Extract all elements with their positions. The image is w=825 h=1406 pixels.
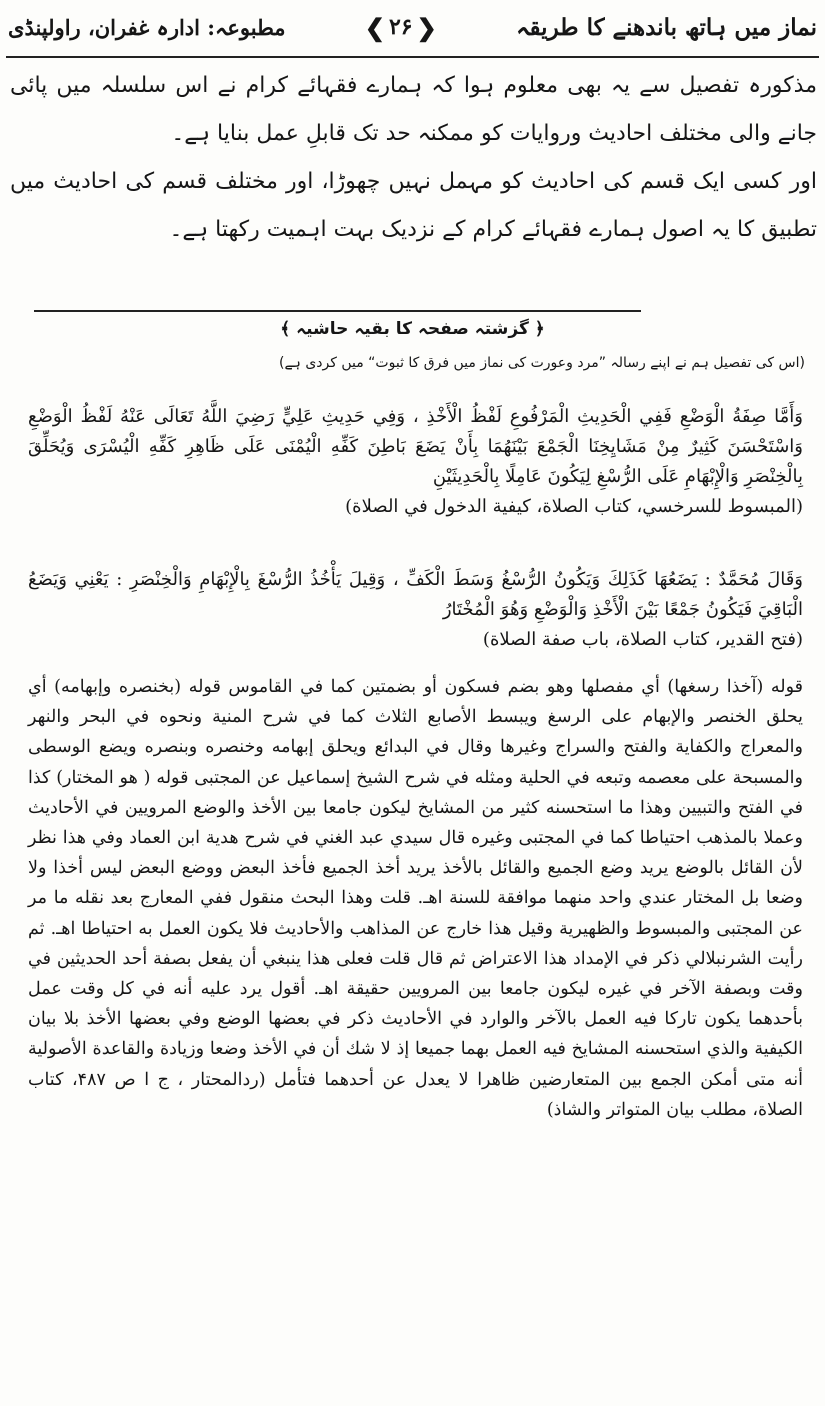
- footnote-heading: ﴿ گزشتہ صفحہ کا بقیہ حاشیہ ﴾: [280, 319, 545, 339]
- ornament-left-icon: ❮: [364, 12, 385, 42]
- page-number: ۲۶: [388, 14, 413, 40]
- arabic-quote-mabsut: [28, 402, 803, 522]
- arabic-text-fath: وَقَالَ مُحَمَّدٌ : يَضَعُهَا كَذَلِكَ وَيَكُونُ الرُّسْغُ وَسَطَ الْكَفِّ ، وَقِيلَ يَأْخُذُ الرُّسْغَ بِالْإِبْهَامِ وَالْخِنْصَرِ : يَعْنِي وَيَضَعُ الْبَاقِيَ فَيَكُونُ جَمْعًا بَيْنَ الْأَخْذِ وَالْوَضْعِ وَهُوَ الْمُخْتَارُ: [28, 569, 803, 620]
- header-divider: [6, 56, 819, 58]
- source-mabsut: (المبسوط للسرخسي، كتاب الصلاة، كيفية الدخول في الصلاة): [345, 496, 803, 517]
- page-header: [8, 0, 817, 54]
- publisher-line: مطبوعہ: ادارہ غفران، راولپنڈی: [8, 14, 286, 40]
- footnote-urdu-note: (اس کی تفصیل ہم نے اپنے رسالہ ”مرد وعورت کی نماز میں فرق کا ثبوت“ میں کردی ہے): [279, 355, 805, 371]
- arabic-text-mabsut: وَأَمَّا صِفَةُ الْوَضْعِ فَفِي الْحَدِيثِ الْمَرْفُوعِ لَفْظُ الْأَخْذِ ، وَفِي حَدِيثِ عَلِيٍّ رَضِيَ اللَّهُ تَعَالَى عَنْهُ لَفْظُ الْوَضْعِ وَاسْتَحْسَنَ كَثِيرٌ مِنْ مَشَايِخِنَا الْجَمْعَ بَيْنَهُمَا بِأَنْ يَضَعَ بَاطِنَ كَفِّهِ الْيُمْنَى عَلَى ظَاهِرِ كَفِّهِ الْيُسْرَى وَيُحَلِّقَ بِالْخِنْصَرِ وَالْإِبْهَامِ عَلَى الرُّسْغِ لِيَكُونَ عَامِلًا بِالْحَدِيثَيْنِ: [28, 406, 803, 487]
- arabic-quote-radd: [28, 672, 803, 1125]
- footnote-divider: [34, 310, 641, 312]
- arabic-text-radd: قوله (آخذا رسغها) أي مفصلها وهو بضم فسكون أو بضمتين كما في القاموس قوله (بخنصره وإبهامه) أي يحلق الخنصر والإبهام على الرسغ ويبسط الأصابع الثلاث كما في شرح المنية ونحوه في البحر والنهر والمعراج والكفاية والفتح والسراج وغيرها وقال في البدائع ويحلق إبهامه وخنصره وبنصره ويضع الوسطى والمسبحة على معصمه وتبعه في الحلية ومثله في شرح الشيخ إسماعيل عن المجتبى قوله ( هو المختار) كذا في الفتح والتبيين وهذا ما استحسنه كثير من المشايخ ليكون جامعا بين الأخذ والوضع المرويين في الأحاديث وعملا بالمذهب احتياطا كما في المجتبى وغيره قال سيدي عبد الغني في شرح هدية ابن العماد وفي هذا نظر لأن القائل بالوضع يريد وضع الجميع والقائل بالأخذ يريد أخذ الجميع فأخذ البعض ووضع البعض ليس أخذا ولا وضعا بل المختار عندي واحد منهما موافقة للسنة اهـ. قلت وهذا البحث منقول ففي المعارج بعد نقله ما مر عن المجتبى والمبسوط والظهيرية وقيل هذا خارج عن المذاهب والأحاديث فلا يكون العمل به احتياطا اهـ. ثم رأيت الشرنبلالي ذكر في الإمداد هذا الاعتراض ثم قال قلت فعلى هذا ينبغي أن يفعل بصفة أحد الحديثين في وقت وبصفة الآخر في غيره ليكون جامعا بين المرويين حقيقة اهـ. أقول يرد عليه أنه في كل وقت عمل بأحدهما يكون تاركا فيه العمل بالآخر والوارد في الأحاديث ذكر في بعضها الوضع وفي بعضها الأخذ بلا بيان الكيفية والذي استحسنه المشايخ فيه العمل بهما جميعا إذ لا شك أن في الأخذ وضعا وزيادة والقاعدة الأصولية أنه متى أمكن الجمع بين المتعارضين ظاهرا لا يعدل عن أحدهما فتأمل (ردالمحتار ، ج ا ص ۴۸۷، كتاب الصلاة، مطلب بيان المتواتر والشاذ): [28, 677, 803, 1120]
- book-title: نماز میں ہاتھ باندھنے کا طریقہ: [516, 13, 817, 41]
- page-number-block: [365, 13, 437, 42]
- urdu-body-text: [10, 62, 817, 254]
- arabic-quote-fath: [28, 565, 803, 655]
- source-fath: (فتح القدير، كتاب الصلاة، باب صفة الصلاة): [482, 629, 803, 650]
- urdu-paragraph-2: اور کسی ایک قسم کی احادیث کو مہمل نہیں چھوڑا، اور مختلف قسم کی احادیث میں تطبیق کا یہ اصول ہمارے فقہائے کرام کے نزدیک بہت اہمیت رکھتا ہے۔: [10, 169, 817, 242]
- ornament-right-icon: ❯: [416, 12, 437, 42]
- urdu-paragraph-1: مذکورہ تفصیل سے یہ بھی معلوم ہوا کہ ہمارے فقہائے کرام نے اس سلسلہ میں پائی جانے والی مختلف احادیث وروایات کو ممکنہ حد تک قابلِ عمل بنایا ہے۔: [10, 73, 817, 146]
